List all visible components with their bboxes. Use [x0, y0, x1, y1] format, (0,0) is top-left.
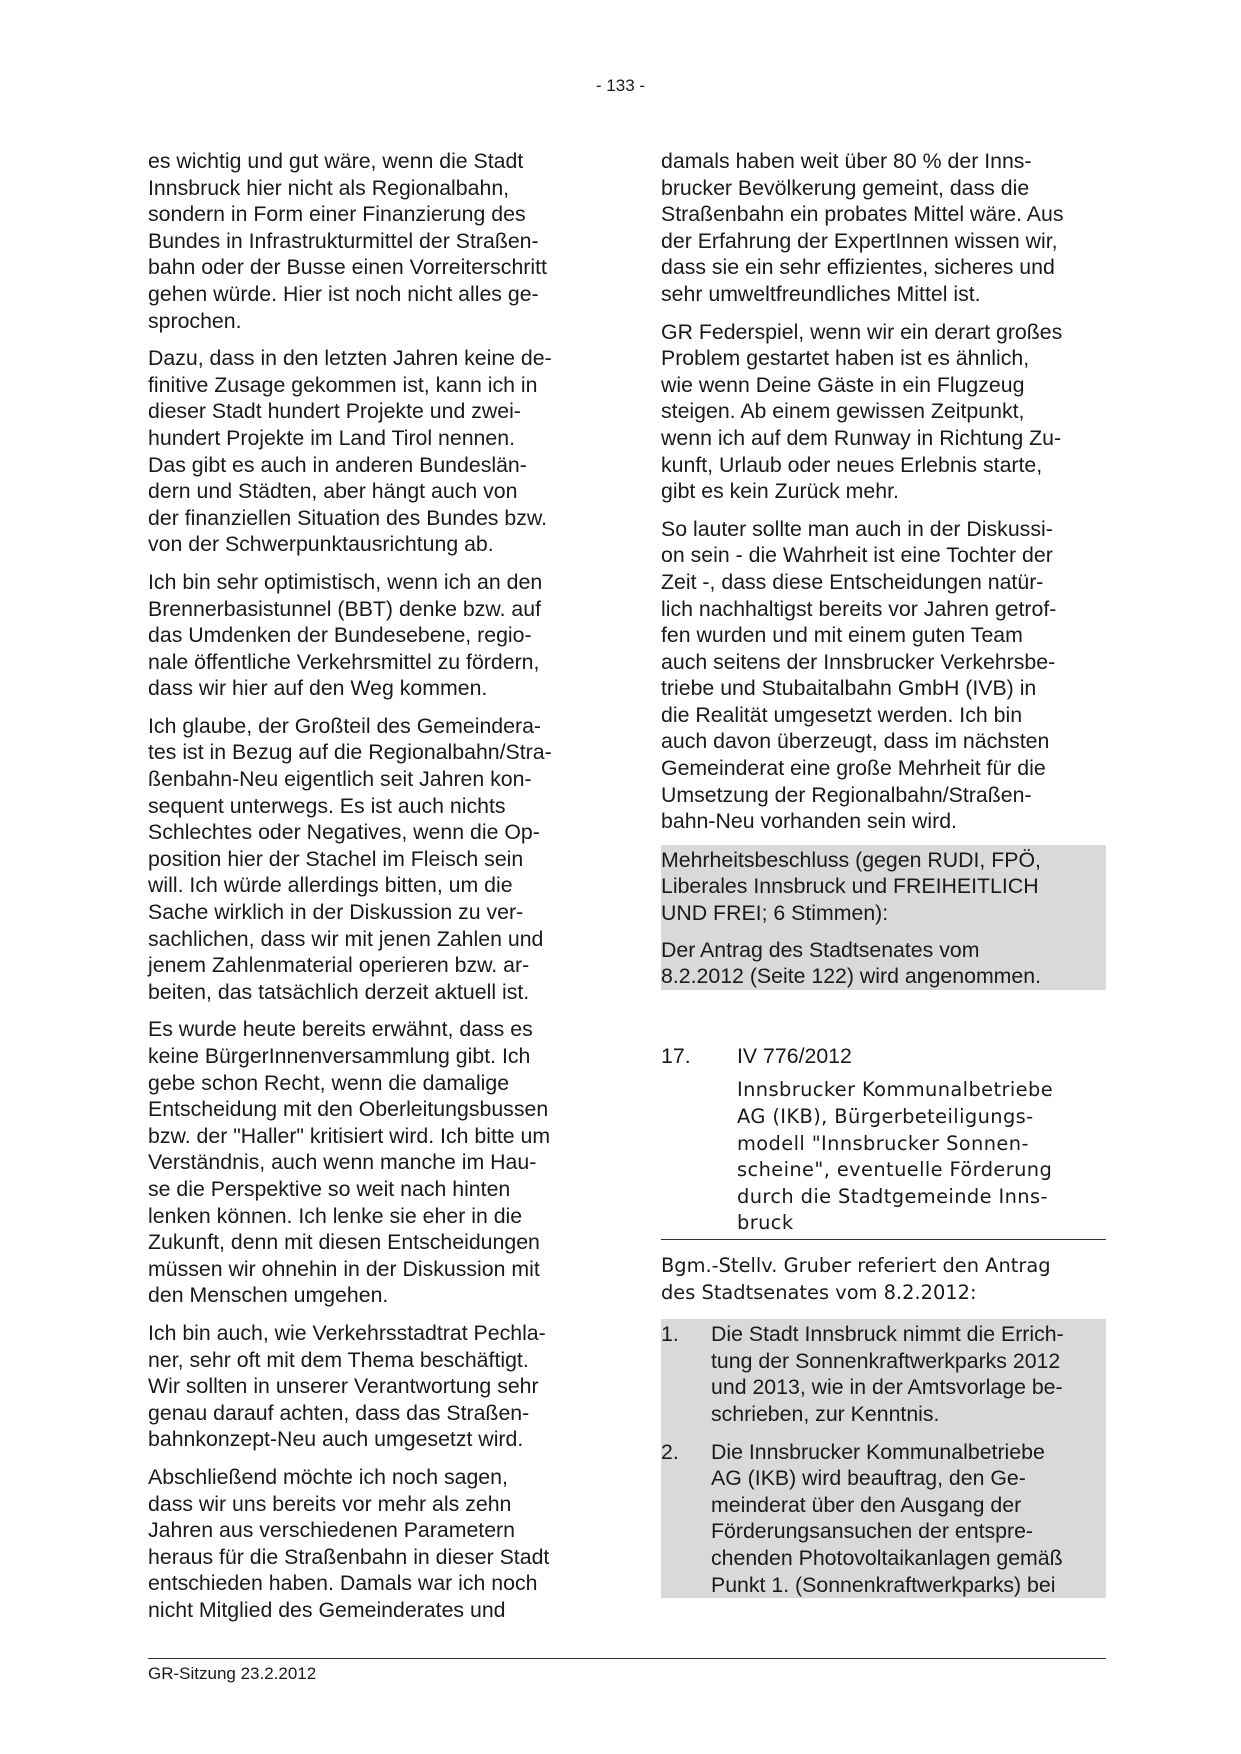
text-line: auch davon überzeugt, dass im nächsten: [661, 729, 1050, 754]
text-line: Problem gestartet haben ist es ähnlich,: [661, 346, 1030, 371]
motion-box: [661, 1319, 1106, 1598]
text-line: AG (IKB) wird beauftrag, den Ge-: [711, 1466, 1026, 1491]
text-line: beiten, das tatsächlich derzeit aktuell ist.: [148, 979, 530, 1004]
text-line: kunft, Urlaub oder neues Erlebnis starte,: [661, 452, 1043, 477]
text-line: und 2013, wie in der Amtsvorlage be-: [711, 1375, 1063, 1400]
page-number: - 133 -: [595, 76, 646, 95]
agenda-item-divider: [661, 1239, 1106, 1240]
text-line: Punkt 1. (Sonnenkraftwerkparks) bei: [711, 1572, 1056, 1597]
text-line: Liberales Innsbruck und FREIHEITLICH: [661, 874, 1039, 899]
text-line: tung der Sonnenkraftwerkparks 2012: [711, 1348, 1061, 1373]
text-line: damals haben weit über 80 % der Inns-: [661, 149, 1032, 173]
text-line: wie wenn Deine Gäste in ein Flugzeug: [661, 372, 1025, 397]
text-line: tes ist in Bezug auf die Regionalbahn/Stra-: [148, 740, 552, 765]
text-line: Verständnis, auch wenn manche im Hau-: [148, 1150, 537, 1175]
text-line: schrieben, zur Kenntnis.: [711, 1401, 940, 1426]
paragraph: [148, 148, 593, 334]
title-line: bruck: [737, 1211, 794, 1235]
right-column: [661, 148, 1106, 1598]
text-line: bahn oder der Busse einen Vorreiterschritt: [148, 255, 547, 280]
text-line: will. Ich würde allerdings bitten, um die: [148, 873, 513, 898]
text-line: Bgm.-Stellv. Gruber referiert den Antrag: [661, 1253, 1051, 1277]
text-line: lenken können. Ich lenke sie eher in die: [148, 1203, 523, 1228]
right-paragraphs: [661, 148, 1106, 835]
text-line: Abschließend möchte ich noch sagen,: [148, 1464, 508, 1489]
paragraph: [148, 1320, 593, 1453]
title-line: modell "Innsbrucker Sonnen-: [737, 1131, 1029, 1155]
paragraph: [148, 345, 593, 558]
text-line: jenem Zahlenmaterial operieren bzw. ar-: [148, 953, 530, 978]
text-line: sehr umweltfreundliches Mittel ist.: [661, 281, 981, 306]
text-line: fen wurden und mit einem guten Team: [661, 623, 1023, 648]
agenda-item-number: 17.: [661, 1043, 691, 1068]
text-line: von der Schwerpunktausrichtung ab.: [148, 532, 494, 557]
text-line: Der Antrag des Stadtsenates vom: [661, 937, 980, 962]
left-column: [148, 148, 593, 1634]
text-line: des Stadtsenates vom 8.2.2012:: [661, 1280, 977, 1304]
text-line: bahnkonzept-Neu auch umgesetzt wird.: [148, 1427, 524, 1452]
text-line: der Erfahrung der ExpertInnen wissen wir,: [661, 228, 1058, 253]
text-line: gebe schon Recht, wenn die damalige: [148, 1070, 510, 1095]
text-line: GR Federspiel, wenn wir ein derart großes: [661, 319, 1063, 344]
paragraph: [148, 569, 593, 702]
text-line: das Umdenken der Bundesebene, regio-: [148, 623, 532, 648]
text-line: Ich glaube, der Großteil des Gemeindera-: [148, 713, 542, 738]
text-line: heraus für die Straßenbahn in dieser Stadt: [148, 1544, 550, 1569]
text-line: sachlichen, dass wir mit jenen Zahlen und: [148, 926, 544, 951]
motion-item-number: 1.: [661, 1322, 679, 1347]
text-line: genau darauf achten, dass das Straßen-: [148, 1400, 530, 1425]
text-line: lich nachhaltigst bereits vor Jahren getrof-: [661, 596, 1057, 621]
text-line: dass wir uns bereits vor mehr als zehn: [148, 1491, 512, 1516]
text-line: Bundes in Infrastrukturmittel der Straßen-: [148, 228, 539, 253]
motion-item-number: 2.: [661, 1439, 679, 1464]
text-line: Brennerbasistunnel (BBT) denke bzw. auf: [148, 596, 542, 621]
text-line: keine BürgerInnenversammlung gibt. Ich: [148, 1044, 531, 1068]
text-line: UND FREI; 6 Stimmen):: [661, 901, 889, 926]
text-line: Ich bin sehr optimistisch, wenn ich an den: [148, 569, 543, 594]
text-line: position hier der Stachel im Fleisch sein: [148, 846, 524, 871]
text-line: Schlechtes oder Negatives, wenn die Op-: [148, 820, 540, 845]
text-line: sprochen.: [148, 308, 242, 333]
text-line: Es wurde heute bereits erwähnt, dass es: [148, 1017, 533, 1042]
text-line: die Realität umgesetzt werden. Ich bin: [661, 702, 1023, 727]
text-line: müssen wir ohnehin in der Diskussion mit: [148, 1256, 540, 1281]
text-line: chenden Photovoltaikanlagen gemäß: [711, 1545, 1063, 1570]
text-line: ner, sehr oft mit dem Thema beschäftigt.: [148, 1347, 529, 1372]
text-line: Innsbruck hier nicht als Regionalbahn,: [148, 175, 510, 200]
paragraph: [148, 1016, 593, 1309]
text-line: nicht Mitglied des Gemeinderates und: [148, 1597, 506, 1622]
text-line: Zukunft, denn mit diesen Entscheidungen: [148, 1230, 540, 1255]
paragraph: [661, 937, 1106, 990]
text-line: hundert Projekte im Land Tirol nennen.: [148, 425, 516, 450]
motion-item: [661, 1439, 1106, 1599]
motion-item: [661, 1321, 1106, 1427]
text-line: steigen. Ab einem gewissen Zeitpunkt,: [661, 399, 1025, 424]
paragraph: [661, 847, 1106, 927]
text-line: Wir sollten in unserer Verantwortung sehr: [148, 1374, 539, 1399]
text-line: gehen würde. Hier ist noch nicht alles ge-: [148, 281, 539, 306]
title-line: durch die Stadtgemeinde Inns-: [737, 1184, 1048, 1208]
text-line: den Menschen umgehen.: [148, 1283, 389, 1308]
text-line: Dazu, dass in den letzten Jahren keine de-: [148, 346, 552, 371]
text-line: dieser Stadt hundert Projekte und zwei-: [148, 399, 521, 424]
text-line: brucker Bevölkerung gemeint, dass die: [661, 175, 1030, 200]
paragraph: [661, 319, 1106, 505]
text-line: sondern in Form einer Finanzierung des: [148, 202, 526, 227]
text-line: Gemeinderat eine große Mehrheit für die: [661, 756, 1046, 781]
title-line: AG (IKB), Bürgerbeteiligungs-: [737, 1105, 1034, 1128]
text-line: Entscheidung mit den Oberleitungsbussen: [148, 1097, 549, 1122]
text-line: wenn ich auf dem Runway in Richtung Zu-: [661, 425, 1062, 450]
text-line: Straßenbahn ein probates Mittel wäre. Aus: [661, 202, 1064, 227]
paragraph: [661, 516, 1106, 835]
text-line: Die Innsbrucker Kommunalbetriebe: [711, 1439, 1045, 1464]
text-line: Die Stadt Innsbruck nimmt die Errich-: [711, 1322, 1064, 1347]
paragraph: [148, 713, 593, 1006]
text-line: es wichtig und gut wäre, wenn die Stadt: [148, 149, 524, 173]
text-line: ßenbahn-Neu eigentlich seit Jahren kon-: [148, 767, 532, 792]
text-line: Jahren aus verschiedenen Parametern: [148, 1518, 515, 1543]
motion-item-text: [711, 1439, 1063, 1599]
agenda-item-title: [737, 1077, 1106, 1237]
text-line: So lauter sollte man auch in der Diskussi-: [661, 516, 1053, 541]
text-line: bahn-Neu vorhanden sein wird.: [661, 809, 957, 834]
text-line: bzw. der "Haller" kritisiert wird. Ich bitte um: [148, 1123, 551, 1148]
text-line: se die Perspektive so weit nach hinten: [148, 1176, 511, 1201]
text-line: dern und Städten, aber hängt auch von: [148, 479, 518, 504]
presenter-statement: [661, 1253, 1106, 1306]
text-line: der finanziellen Situation des Bundes bzw.: [148, 505, 547, 530]
agenda-item-header: [661, 1043, 1106, 1070]
title-line: Innsbrucker Kommunalbetriebe: [737, 1078, 1054, 1102]
text-line: entschieden haben. Damals war ich noch: [148, 1571, 538, 1596]
text-line: Umsetzung der Regionalbahn/Straßen-: [661, 782, 1032, 807]
motion-item-text: [711, 1321, 1064, 1427]
text-line: auch seitens der Innsbrucker Verkehrsbe-: [661, 649, 1056, 674]
paragraph: [661, 148, 1106, 308]
text-line: 8.2.2012 (Seite 122) wird angenommen.: [661, 964, 1042, 989]
text-line: triebe und Stubaitalbahn GmbH (IVB) in: [661, 676, 1037, 701]
text-line: Mehrheitsbeschluss (gegen RUDI, FPÖ,: [661, 847, 1041, 872]
agenda-item-reference: IV 776/2012: [737, 1043, 852, 1068]
text-line: dass sie ein sehr effizientes, sicheres und: [661, 255, 1055, 280]
text-line: Förderungsansuchen der entspre-: [711, 1519, 1034, 1544]
text-line: Sache wirklich in der Diskussion zu ver-: [148, 900, 524, 925]
text-line: on sein - die Wahrheit ist eine Tochter der: [661, 543, 1053, 568]
text-line: Ich bin auch, wie Verkehrsstadtrat Pechla-: [148, 1320, 546, 1345]
footer-divider: [148, 1658, 1106, 1659]
text-line: dass wir hier auf den Weg kommen.: [148, 676, 488, 701]
paragraph: [148, 1464, 593, 1624]
text-line: finitive Zusage gekommen ist, kann ich in: [148, 372, 538, 397]
footer-session-date: GR-Sitzung 23.2.2012: [148, 1664, 317, 1683]
text-line: nale öffentliche Verkehrsmittel zu fördern,: [148, 649, 540, 674]
text-line: Das gibt es auch in anderen Bundeslän-: [148, 452, 527, 477]
text-line: meinderat über den Ausgang der: [711, 1492, 1022, 1517]
text-line: sequent unterwegs. Es ist auch nichts: [148, 793, 506, 818]
text-line: gibt es kein Zurück mehr.: [661, 479, 899, 504]
title-line: scheine", eventuelle Förderung: [737, 1158, 1053, 1182]
resolution-box: [661, 845, 1106, 990]
text-line: Zeit -, dass diese Entscheidungen natür-: [661, 569, 1044, 594]
